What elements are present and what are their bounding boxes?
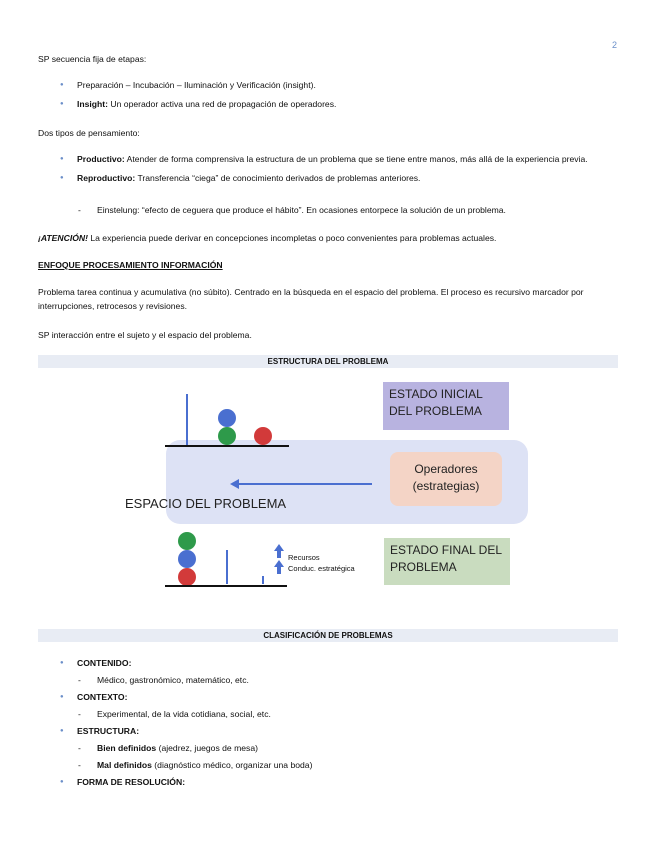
- arrow-up-icon: [274, 560, 284, 567]
- problem-space-label: ESPACIO DEL PROBLEMA: [125, 496, 287, 511]
- blue-disk: [218, 409, 236, 427]
- class-group: [38, 724, 618, 738]
- blue-disk: [178, 550, 196, 568]
- arrow-up-stem: [277, 551, 281, 558]
- thinking-title: Dos tipos de pensamiento:: [38, 128, 140, 138]
- arrow-up-icon: [274, 544, 284, 551]
- list-item: ● Preparación – Incubación – Iluminación y Verificación (insight).: [38, 78, 618, 92]
- list-item: - Bien definidos (ajedrez, juegos de mesa): [38, 741, 618, 755]
- section-bar: CLASIFICACIÓN DE PROBLEMAS: [38, 629, 618, 642]
- intro-text: SP secuencia fija de etapas:: [38, 54, 147, 64]
- thinking-list: [38, 152, 618, 185]
- operators-box: Operadores (estrategias): [390, 452, 502, 506]
- problem-structure-diagram: [38, 372, 618, 602]
- attention-note: ¡ATENCIÓN! La experiencia puede derivar en concepciones incompletas o poco convenientes para problemas actuales.: [38, 233, 497, 243]
- initial-state-box: ESTADO INICIAL DEL PROBLEMA: [383, 382, 509, 430]
- resources-label: Recursos: [288, 553, 320, 562]
- arrow-left-icon: [230, 479, 239, 489]
- class-sublist: [38, 707, 618, 721]
- vertical-bar: [186, 394, 188, 446]
- vertical-bar: [262, 576, 264, 584]
- list-item: - Experimental, de la vida cotidiana, social, etc.: [38, 707, 618, 721]
- class-group: [38, 656, 618, 670]
- class-sublist: [38, 741, 618, 772]
- list-item: ● Insight: Un operador activa una red de propagación de operadores.: [38, 97, 618, 111]
- base-line: [165, 585, 287, 587]
- list-item: ● CONTEXTO:: [38, 690, 618, 704]
- section-bar: ESTRUCTURA DEL PROBLEMA: [38, 355, 618, 368]
- paragraph: SP interacción entre el sujeto y el espacio del problema.: [38, 330, 252, 340]
- list-item: ● CONTENIDO:: [38, 656, 618, 670]
- classification-list: [38, 656, 618, 789]
- list-item: ● Productivo: Atender de forma comprensiva la estructura de un problema que se tiene entre manos, más allá de la experiencia previa.: [38, 152, 618, 166]
- paragraph: Problema tarea continua y acumulativa (no súbito). Centrado en la búsqueda en el espacio del problema. El proceso es recursivo marcador por interrupciones, retrocesos y revisiones.: [38, 287, 584, 311]
- list-item: - Médico, gastronómico, matemático, etc.: [38, 673, 618, 687]
- page-number: 2: [611, 40, 617, 50]
- arrow-up-stem: [277, 567, 281, 574]
- strategic-label: Conduc. estratégica: [288, 564, 355, 573]
- list-item: ● ESTRUCTURA:: [38, 724, 618, 738]
- list-item: - Mal definidos (diagnóstico médico, organizar una boda): [38, 758, 618, 772]
- thinking-sublist: [38, 203, 618, 217]
- green-disk: [218, 427, 236, 445]
- list-item: - Einstelung: “efecto de ceguera que produce el hábito”. En ocasiones entorpece la solución de un problema.: [38, 203, 618, 217]
- class-sublist: [38, 673, 618, 687]
- section-heading: ENFOQUE PROCESAMIENTO INFORMACIÓN: [38, 260, 223, 270]
- final-state-box: ESTADO FINAL DEL PROBLEMA: [384, 538, 510, 585]
- list-item: ● Reproductivo: Transferencia “ciega” de conocimiento derivados de problemas anteriores.: [38, 171, 618, 185]
- green-disk: [178, 532, 196, 550]
- base-line: [165, 445, 289, 447]
- arrow-line: [238, 483, 372, 485]
- stages-list: [38, 78, 618, 111]
- vertical-bar: [226, 550, 228, 584]
- list-item: ● FORMA DE RESOLUCIÓN:: [38, 775, 618, 789]
- red-disk: [254, 427, 272, 445]
- class-group: [38, 690, 618, 704]
- class-group: [38, 775, 618, 789]
- red-disk: [178, 568, 196, 586]
